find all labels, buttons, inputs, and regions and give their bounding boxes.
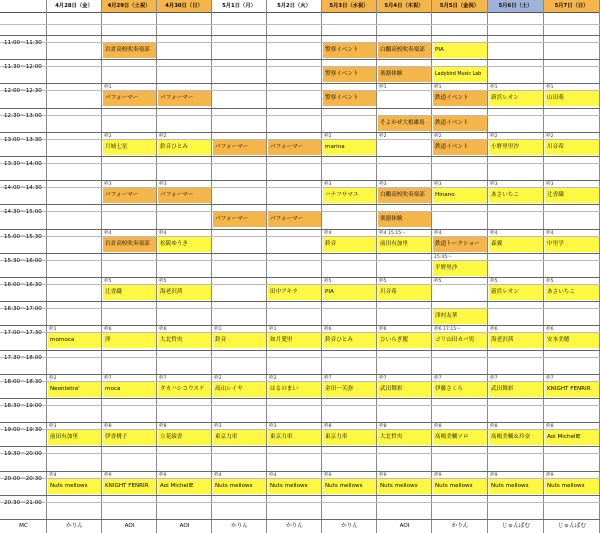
slot-number: 枠4 <box>214 473 222 478</box>
slot-number: 枠4 <box>269 473 277 478</box>
time-slot-label: 13:30～14:00 <box>4 161 42 167</box>
slot-number: 枠6 <box>546 327 554 332</box>
performer-cell[interactable]: 武田舞彩 <box>378 382 431 397</box>
slot-number: 枠2 <box>434 134 442 139</box>
row-subdivider <box>0 357 600 358</box>
mc-name: かりん <box>66 523 83 529</box>
slot-number: 枠2 <box>490 134 498 139</box>
row-subdivider <box>0 115 600 116</box>
day-header: 5月3日（水祝） <box>322 0 377 13</box>
row-subdivider <box>0 453 600 454</box>
slot-number: 枠7 <box>490 376 498 381</box>
performer-cell[interactable]: 警察イベント <box>323 43 376 58</box>
slot-number: 枠7 <box>104 376 112 381</box>
time-slot-label: 19:30～20:00 <box>4 451 42 457</box>
performer-cell[interactable]: 平野里沙 <box>433 261 487 276</box>
performer-cell[interactable]: 楽器体験 <box>378 212 431 227</box>
slot-number: 枠2 <box>49 376 57 381</box>
slot-number: 枠6 <box>324 327 332 332</box>
performer-cell[interactable]: 鈴音ひとみ <box>323 333 376 348</box>
performer-cell[interactable]: 海老沢茜 <box>158 285 211 300</box>
performer-cell[interactable]: パフォーマー <box>213 212 266 227</box>
performer-cell[interactable]: 白鵬高校吹奏楽部 <box>378 43 431 58</box>
slot-number: 枠9 <box>434 473 442 478</box>
slot-number: 枠3 <box>269 424 277 429</box>
performer-cell[interactable]: 安本美穂 <box>545 333 599 348</box>
performer-cell[interactable]: パフォーマー <box>103 91 156 106</box>
performer-cell[interactable]: パフォーマー <box>103 188 156 203</box>
performer-cell[interactable]: 前田有加里 <box>48 430 101 445</box>
performer-cell[interactable]: Nuts mellows <box>213 479 266 494</box>
performer-cell[interactable]: 大北哲央 <box>158 333 211 348</box>
slot-number: 枠6 17:15～ <box>434 327 461 332</box>
performer-cell[interactable]: PIA <box>323 285 376 300</box>
performer-cell[interactable]: 髙嶋美輔＆玲奈 <box>489 430 543 445</box>
performer-cell[interactable]: Nuts mellows <box>48 479 101 494</box>
performer-cell[interactable]: 川音希 <box>545 140 599 155</box>
time-slot-label: 13:00～13:30 <box>4 137 42 143</box>
performer-cell[interactable]: 高山レイヤ <box>213 382 266 397</box>
performer-cell[interactable]: 鈴音 <box>213 333 266 348</box>
performer-cell[interactable]: 白鵬高校吹奏楽部 <box>378 188 431 203</box>
slot-number: 枠4 <box>434 231 442 236</box>
performer-cell[interactable]: 警察イベント <box>323 67 376 82</box>
row-subdivider <box>0 163 600 164</box>
performer-cell[interactable]: Nuts mellows <box>433 479 487 494</box>
performer-cell[interactable]: 東京力車 <box>213 430 266 445</box>
slot-number: 枠1 <box>269 327 277 332</box>
slot-number: 枠2 <box>214 376 222 381</box>
performer-cell[interactable]: 辻香織 <box>545 188 599 203</box>
performer-cell[interactable]: パフォーマー <box>158 188 211 203</box>
performer-cell[interactable]: Nuts mellows <box>378 479 431 494</box>
performer-cell[interactable]: Nuts mellows <box>489 479 543 494</box>
performer-cell[interactable]: パフォーマー <box>158 91 211 106</box>
slot-number: 枠1 <box>434 85 442 90</box>
day-header: 5月6日（土） <box>488 0 544 13</box>
slot-number: 枠2 <box>159 134 167 139</box>
mc-name: じゅんぱむ <box>502 523 530 529</box>
slot-number: 枠6 <box>104 327 112 332</box>
slot-number: 枠5 <box>379 279 387 284</box>
slot-number: 枠4 15:15～ <box>379 231 406 236</box>
mc-name: かりん <box>451 523 469 529</box>
day-header: 5月2日（火） <box>267 0 322 13</box>
performer-cell[interactable]: 鈴音ひとみ <box>158 140 211 155</box>
performer-cell[interactable]: Ladybird Music Lab <box>433 67 487 82</box>
slot-number: 枠4 <box>159 231 167 236</box>
performer-cell[interactable]: Aoi MichellE <box>545 430 599 445</box>
performer-cell[interactable]: 伊藤さくら <box>433 382 487 397</box>
performer-cell[interactable]: 武田舞彩 <box>489 382 543 397</box>
row-divider <box>0 301 600 302</box>
row-divider <box>0 204 600 205</box>
performer-cell[interactable]: Neontetra' <box>48 382 101 397</box>
time-slot-label: 18:00～18:30 <box>4 379 42 385</box>
time-slot-label: 20:30～21:00 <box>4 500 42 506</box>
slot-number: 枠6 <box>379 327 387 332</box>
day-header: 5月5日（金祝） <box>432 0 488 13</box>
slot-number: 枠4 <box>546 231 554 236</box>
performer-cell[interactable]: 新浜レオン <box>489 285 543 300</box>
slot-number: 枠1 <box>379 85 387 90</box>
slot-number: 枠9 <box>546 473 554 478</box>
performer-cell[interactable]: 鉄道イベント <box>433 116 487 131</box>
performer-cell[interactable]: 澪 <box>103 333 156 348</box>
header-corner <box>0 0 47 13</box>
performer-cell[interactable]: 海老沢茜 <box>489 333 543 348</box>
performer-cell[interactable]: パフォーマー <box>268 212 321 227</box>
slot-number: 枠7 <box>324 376 332 381</box>
slot-number: 枠8 <box>546 424 554 429</box>
performer-cell[interactable]: パフォーマー <box>268 140 321 155</box>
time-slot-label: 14:30～15:00 <box>4 209 42 215</box>
performer-cell[interactable]: PIA <box>433 43 487 58</box>
slot-number: 枠5 <box>490 279 498 284</box>
row-subdivider <box>0 66 600 67</box>
slot-number: 枠2 <box>269 376 277 381</box>
day-header: 4月30日（日） <box>157 0 212 13</box>
mc-name: AOI <box>179 523 190 529</box>
performer-cell[interactable]: ひいらぎ麗 <box>378 333 431 348</box>
performer-cell[interactable]: Nuts mellows <box>545 479 599 494</box>
row-divider <box>0 59 600 60</box>
slot-number: 枠9 <box>324 473 332 478</box>
mc-name: かりん <box>286 523 303 529</box>
slot-number: 枠7 <box>434 376 442 381</box>
slot-number: 枠3 <box>104 182 112 187</box>
performer-cell[interactable]: はるのまい <box>268 382 321 397</box>
time-slot-label: 14:00～14:30 <box>4 185 42 191</box>
performer-cell[interactable]: ハナフサマユ <box>323 188 376 203</box>
performer-cell[interactable]: 警察イベント <box>323 91 376 106</box>
performer-cell[interactable]: 田中アキラ <box>268 285 321 300</box>
performer-cell[interactable]: 中里学 <box>545 237 599 252</box>
slot-number: 枠5 <box>104 279 112 284</box>
slot-number: 枠3 <box>490 182 498 187</box>
performer-cell[interactable]: 鉄道イベント <box>433 91 487 106</box>
row-divider <box>0 35 600 36</box>
performer-cell[interactable]: 鉄道イベント <box>433 140 487 155</box>
row-divider <box>0 24 600 25</box>
mc-name: AOI <box>399 523 410 529</box>
slot-number: 枠5 <box>546 279 554 284</box>
slot-number: 枠4 <box>49 473 57 478</box>
time-slot-label: 11:30～12:00 <box>4 64 42 70</box>
row-subdivider <box>0 405 600 406</box>
time-slot-label: 15:30～16:00 <box>4 258 42 264</box>
performer-cell[interactable]: 東京力車 <box>268 430 321 445</box>
performer-cell[interactable]: 鉄道トークショー <box>433 237 487 252</box>
slot-number: 枠4 <box>104 231 112 236</box>
performer-cell[interactable]: パフォーマー <box>213 140 266 155</box>
performer-cell[interactable]: moca <box>103 382 156 397</box>
day-header: 5月4日（木祝） <box>377 0 432 13</box>
performer-cell[interactable]: Aoi MichellE <box>158 479 211 494</box>
slot-number: 枠2 <box>546 134 554 139</box>
mc-name: AOI <box>124 523 135 529</box>
row-divider <box>0 108 600 109</box>
slot-number: 枠8 <box>104 424 112 429</box>
performer-cell[interactable]: Hinano <box>433 188 487 203</box>
slot-number: 枠6 <box>159 327 167 332</box>
performer-cell[interactable]: 岩倉高校吹奏楽部 <box>103 43 156 58</box>
slot-number: 枠8 <box>324 424 332 429</box>
slot-number: 枠1 <box>490 85 498 90</box>
performer-cell[interactable]: Nuts mellows <box>323 479 376 494</box>
row-subdivider <box>0 502 600 503</box>
slot-number: 15:45～ <box>434 255 452 260</box>
performer-cell[interactable]: 東京力車 <box>323 430 376 445</box>
slot-number: 枠5 <box>434 279 442 284</box>
performer-cell[interactable]: 金田一芙弥 <box>323 382 376 397</box>
performer-cell[interactable]: 小野里里沙 <box>489 140 543 155</box>
row-subdivider <box>0 42 600 43</box>
slot-number: 枠3 <box>546 182 554 187</box>
slot-number: 枠2 <box>104 134 112 139</box>
slot-number: 枠3 <box>379 182 387 187</box>
slot-number: 枠8 <box>434 424 442 429</box>
row-divider <box>0 350 600 351</box>
performer-cell[interactable]: 松阪ゆうき <box>158 237 211 252</box>
time-slot-label: 12:00～12:30 <box>4 88 42 94</box>
performer-cell[interactable]: 鈴音 <box>323 237 376 252</box>
performer-cell[interactable]: 如月愛里 <box>268 333 321 348</box>
slot-number: 枠3 <box>434 182 442 187</box>
slot-number: 枠7 <box>379 376 387 381</box>
time-slot-label: 12:30～13:00 <box>4 113 42 119</box>
slot-number: 枠5 <box>159 279 167 284</box>
slot-number: 枠7 <box>546 376 554 381</box>
mc-name: かりん <box>341 523 358 529</box>
time-slot-label: 17:30～18:00 <box>4 355 42 361</box>
performer-cell[interactable]: そよかぜ大根雄馬 <box>378 116 431 131</box>
slot-number: 枠3 <box>214 424 222 429</box>
day-header: 4月29日（土祝） <box>102 0 157 13</box>
time-slot-label: 11:00～11:30 <box>4 40 42 46</box>
time-slot-label: 19:00～19:30 <box>4 427 42 433</box>
performer-cell[interactable]: ゴリ山田カバ男 <box>433 333 487 348</box>
performer-cell[interactable]: 月城七星 <box>103 140 156 155</box>
slot-number: 枠8 <box>379 424 387 429</box>
performer-cell[interactable]: 伊香桃子 <box>103 430 156 445</box>
day-header: 4月28日（金） <box>47 0 102 13</box>
slot-number: 枠7 <box>159 376 167 381</box>
performer-cell[interactable]: 川音希 <box>378 285 431 300</box>
time-slot-label: 16:00～16:30 <box>4 282 42 288</box>
mc-label: MC <box>19 523 28 529</box>
performer-cell[interactable]: marina <box>323 140 376 155</box>
slot-number: 枠3 <box>324 182 332 187</box>
row-divider <box>0 446 600 447</box>
time-slot-label: 20:00～20:30 <box>4 476 42 482</box>
performer-cell[interactable]: 津村友華 <box>433 309 487 324</box>
slot-number: 枠4 <box>490 231 498 236</box>
performer-cell[interactable]: KNIGHT FENRIR <box>103 479 156 494</box>
slot-number: 枠9 <box>379 473 387 478</box>
performer-cell[interactable]: 森翼 <box>489 237 543 252</box>
slot-number: 枠9 <box>490 473 498 478</box>
slot-number: 枠1 <box>214 327 222 332</box>
slot-number: 枠2 <box>379 134 387 139</box>
performer-cell[interactable]: 辻香織 <box>103 285 156 300</box>
performer-cell[interactable]: あさいちこ <box>489 188 543 203</box>
slot-number: 枠5 <box>324 279 332 284</box>
performer-cell[interactable]: 髙嶋美輔ソロ <box>433 430 487 445</box>
day-header: 5月7日（日） <box>544 0 600 13</box>
time-slot-label: 16:30～17:00 <box>4 306 42 312</box>
slot-number: 枠8 <box>490 424 498 429</box>
performer-cell[interactable]: momoca <box>48 333 101 348</box>
slot-number: 枠2 <box>324 134 332 139</box>
performer-cell[interactable]: 楽器体験 <box>378 67 431 82</box>
slot-number: 枠9 <box>104 473 112 478</box>
time-slot-label: 17:00～17:30 <box>4 330 42 336</box>
mc-name: じゅんぱむ <box>558 523 586 529</box>
time-slot-label: 15:00～15:30 <box>4 234 42 240</box>
performer-cell[interactable]: 立花綾香 <box>158 430 211 445</box>
mc-name: かりん <box>231 523 248 529</box>
day-header: 5月1日（月） <box>212 0 267 13</box>
row-divider <box>0 156 600 157</box>
performer-cell[interactable]: 岩倉高校吹奏楽部 <box>103 237 156 252</box>
row-divider <box>0 253 600 254</box>
slot-number: 枠9 <box>159 473 167 478</box>
performer-cell[interactable]: 新浜レオン <box>489 91 543 106</box>
performer-cell[interactable]: 山田萌 <box>545 91 599 106</box>
slot-number: 枠3 <box>159 182 167 187</box>
performer-cell[interactable]: Nuts mellows <box>268 479 321 494</box>
slot-number: 枠1 <box>104 85 112 90</box>
slot-number: 枠3 <box>49 424 57 429</box>
row-divider <box>0 398 600 399</box>
slot-number: 枠1 <box>546 85 554 90</box>
performer-cell[interactable]: KNIGHT FENRIR <box>545 382 599 397</box>
slot-number: 枠1 <box>49 327 57 332</box>
performer-cell[interactable]: あさいちこ <box>545 285 599 300</box>
row-subdivider <box>0 260 600 261</box>
performer-cell[interactable]: タカハシコウスケ <box>158 382 211 397</box>
row-subdivider <box>0 308 600 309</box>
time-slot-label: 18:30～19:00 <box>4 403 42 409</box>
performer-cell[interactable]: 大北哲央 <box>378 430 431 445</box>
performer-cell[interactable]: 前田有加里 <box>378 237 431 252</box>
row-divider <box>0 495 600 496</box>
slot-number: 枠6 <box>490 327 498 332</box>
slot-number: 枠4 <box>324 231 332 236</box>
slot-number: 枠8 <box>159 424 167 429</box>
